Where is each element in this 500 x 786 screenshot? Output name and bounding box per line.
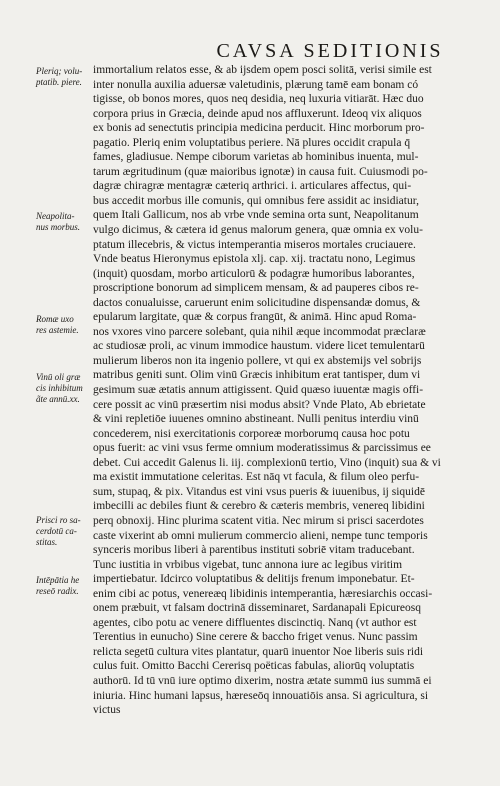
text-line: ex bonis ad senectutis principia medicina perducit. Hinc morborum pro- [93, 122, 425, 135]
text-line: enim cibi ac potus, venereæq libidinis intemperantia, hæresiarchis occasi- [93, 587, 433, 600]
margin-note-line: Neapolita- [36, 211, 75, 221]
text-line: epularum largitate, quæ & corpus frangūt, & animā. Hinc apud Roma- [93, 311, 417, 324]
text-line: Vnde beatus Hieronymus epistola xlj. cap. xij. tractatu nono, Legimus [93, 253, 416, 266]
text-line: onem præbuit, vt falsam doctrinā disseminaret, Sardanapali Epicureosq [93, 602, 421, 615]
text-line: nos vxores vino parcere solebant, quia nihil æque incommodat præclaræ [93, 325, 426, 338]
text-line: imbecilli ac debiles fiunt & cerebro & cæteris membris, venereq libidini [93, 500, 425, 513]
text-line: ma existit immutatione celeritas. Est nāq vt facula, & filum oleo perfu- [93, 471, 420, 484]
text-line: cere possit ac vinū præsertim nisi modus absit? Vnde Plato, Ab ebrietate [93, 398, 426, 411]
text-line: proscriptione bonorum ad simplicem mensam, & ad pauperes cibos re- [93, 282, 419, 295]
margin-note-line: nus morbus. [36, 222, 81, 232]
margin-note-romae-uxores [36, 314, 92, 336]
text-line: synceris moribus liberi à parentibus instituti sobriē vitam traducebant. [93, 544, 415, 557]
text-line: Terentius in eunucho) Sine cerere & baccho friget venus. Nunc passim [93, 631, 418, 644]
text-line: dagræ chiragræ mentagræ cæteriq arthrici. i. articulares affectus, qui- [93, 180, 412, 193]
text-line: bus accedit morbus ille comunis, qui omnibus fere assidit ac insidiatur, [93, 194, 419, 207]
text-line: gesimum suæ ætatis annum attigissent. Quid quæso iuuentæ magis offi- [93, 384, 424, 397]
margin-note-line: cis inhibitum [36, 383, 83, 393]
margin-note-vinum-graecis [36, 372, 92, 405]
text-line: caste vixerint ab omni mulierum commercio alieni, nempe tunc temporis [93, 529, 428, 542]
margin-note-line: cerdotū ca- [36, 526, 77, 536]
text-line: victus [93, 704, 121, 717]
margin-note-line: Prisci ro sa- [36, 515, 81, 525]
text-line: quem Itali Gallicum, nos ab vrbe vnde semina orta sunt, Neapolitanum [93, 209, 419, 222]
text-line: ac studiosæ proli, ac vinum immodice haustum. videre licet temulentarū [93, 340, 425, 353]
text-line: (inquit) quosdam, morbo articulorū & podagræ humoribus laborantes, [93, 267, 415, 280]
text-line: dactos conualuisse, caruerunt enim solicitudine dispensandæ domus, & [93, 296, 421, 309]
text-line: culus fuit. Omitto Bacchi Cererisq poëticas fabulas, aliorūq voluptatis [93, 660, 415, 673]
margin-note-line: Romæ uxo [36, 314, 74, 324]
text-line: immortalium relatos esse, & ab ijsdem opem posci solitā, verisi simile est [93, 64, 432, 76]
margin-note-line: Vinū oli græ [36, 372, 81, 382]
margin-note-line: Pleriq; volu- [36, 66, 83, 76]
body-text [93, 63, 490, 718]
text-line: opus fuerit: ac vini vsus ferme omnium moderatissimus & parcissimus ee [93, 442, 431, 455]
text-line: impertiebatur. Idcirco voluptatibus & delitijs frenum imponebatur. Et- [93, 573, 415, 586]
text-line: matribus geniti sunt. Olim vinū Græcis inhibitum erat tantisper, dum vi [93, 369, 421, 382]
text-line: ptatum illecebris, & victus intemperantia miseros mortales cruciauere. [93, 238, 416, 251]
text-line: agentes, cibo potu ac venere diffluentes discinctiq. Nanq (vt author est [93, 616, 417, 629]
text-line: sum, stupaq, & pix. Vitandus est vini vsus pueris & iuuenibus, ij siquidē [93, 485, 425, 498]
text-line: inter nonulla auxilia aduersæ valetudinis, plærung tamē eam bonam có [93, 78, 419, 91]
text-line: corpora prius in Græcia, deinde apud nos affluxerunt. Ideoq vix aliquos [93, 107, 422, 120]
text-line: & vini repletiōe iuuenes omnino abstineant. Nulli penitus interdiu vinū [93, 413, 419, 426]
text-line: vulgo dicimus, & cætera id genus malorum genera, quæ omnia ex volu- [93, 224, 423, 237]
text-line: pagatio. Pleriq enim voluptatibus periere. Nā plures occidit crapula q̄ [93, 136, 411, 149]
text-line: Tunc iustitia in vrbibus vigebat, tunc annona iure ac legibus viritim [93, 558, 403, 571]
margin-note-line: stitas. [36, 537, 58, 547]
margin-note-line: ãte annū.xx. [36, 394, 80, 404]
text-line: perq obnoxij. Hinc plurima scatent vitia. Nec mirum si prisci sacerdotes [93, 514, 424, 527]
text-line: iniuria. Hinc humani lapsus, hæreseōq innouatiōis ansa. Si agricultura, si [93, 689, 429, 702]
margin-note-line: res astemie. [36, 325, 79, 335]
margin-note-line: ptatib. piere. [36, 77, 82, 87]
margin-note-line: reseō radix. [36, 586, 79, 596]
margin-note-line: Intēpātia he [36, 575, 80, 585]
text-line: fames, gladiusue. Nempe ciborum varietas ab hominibus inuenta, mul- [93, 151, 419, 164]
text-line: relicta segetū cultura vites plantatur, quarū inuentor Noe liberis suis ridi [93, 645, 424, 658]
margin-note-neapolitanus [36, 211, 92, 233]
text-line: mulierum liberos non ita ingenio pollere, vt qui ex abstemijs vel sobrijs [93, 354, 422, 367]
text-line: authorū. Id tū vnū iure optimo dixerim, nostra ætate summū ius summā ei [93, 674, 432, 687]
text-line: concederem, nisi exercitationis corporeæ morborumq causa hoc potu [93, 427, 410, 440]
margin-note-prisci-sacerdotes [36, 515, 92, 548]
text-line: tigisse, ob bonos mores, quos neq desidia, neq luxuria vitiarāt. Hæc duo [93, 93, 424, 106]
text-line: debet. Cui accedit Galenus li. iij. complexionū tertio, Vino (inquit) sua & vi [93, 456, 441, 469]
margin-note-pleriq [36, 66, 92, 88]
text-line: tarum ægritudinum (quæ maioribus ignotæ) in causa fuit. Cuiusmodi po- [93, 165, 428, 178]
margin-note-intemperantia [36, 575, 92, 597]
page-title: CAVSA SEDITIONIS [216, 40, 444, 62]
